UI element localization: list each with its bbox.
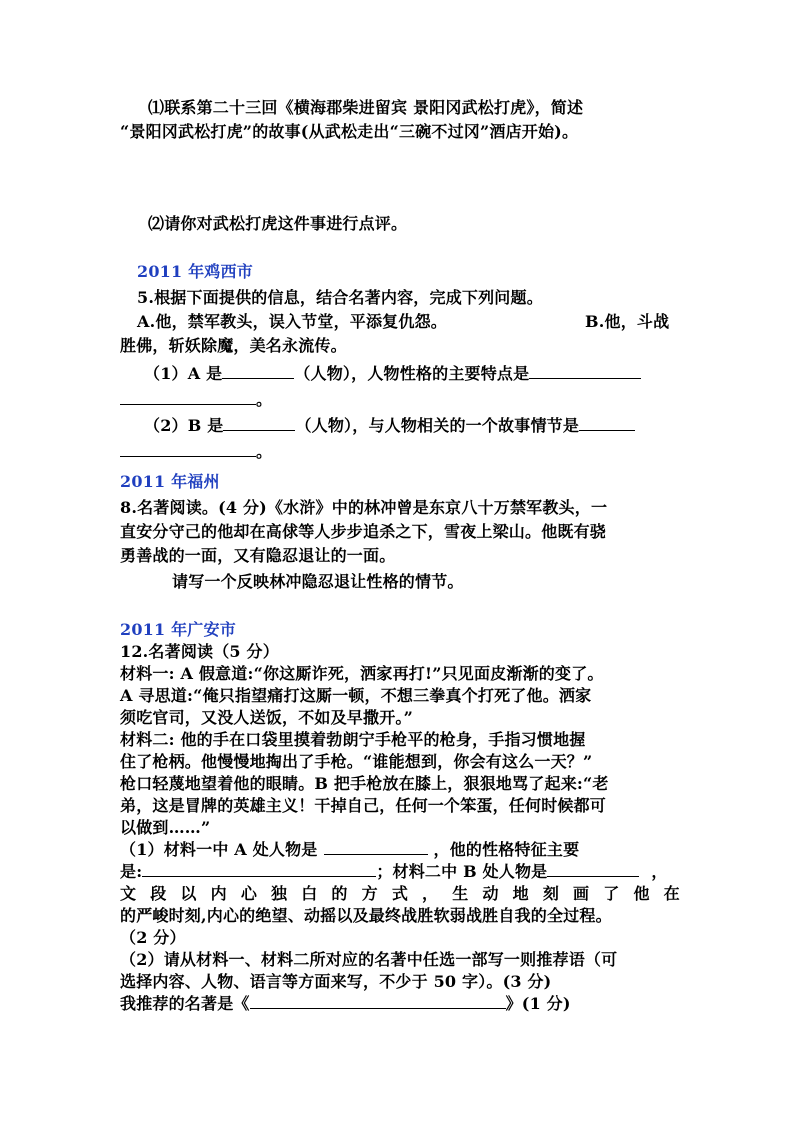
- material-1-line-1: 材料一: A 假意道:“你这厮诈死，洒家再打!”只见面皮渐渐的变了。: [120, 664, 604, 683]
- question-5-option-b-cont: 胜佛，斩妖除魔，美名永流传。: [120, 336, 347, 355]
- section-heading-jixi: 2011 年鸡西市: [137, 262, 253, 281]
- sub-1-b-text: ，他的性格特征主要: [433, 840, 580, 859]
- char: 动: [482, 884, 499, 903]
- question-8-line-4: 请写一个反映林冲隐忍退让性格的情节。: [172, 572, 464, 591]
- char: ，: [422, 884, 439, 903]
- question-5-sub-1: [144, 362, 704, 386]
- char: 心: [240, 884, 258, 903]
- blank-a-traits[interactable]: [529, 362, 641, 379]
- material-1-line-2: A 寻思道:“俺只指望痛打这厮一顿，不想三拳真个打死了他。洒家: [120, 686, 592, 705]
- question-5-sub-2: [144, 414, 704, 438]
- blank-a-traits[interactable]: [142, 860, 376, 877]
- char: 独: [271, 884, 288, 903]
- char: 段: [150, 884, 167, 903]
- char: 白: [301, 884, 318, 903]
- question-1-line-1: ⑴联系第二十三回《横海郡柴进留宾 景阳冈武松打虎》，简述: [148, 98, 584, 117]
- sub-2-mid: （人物），与人物相关的一个故事情节是: [295, 416, 580, 435]
- char: 地: [512, 884, 529, 903]
- option-a-text: A.他，禁军教头，误入节堂，平添复仇怨。: [137, 312, 447, 331]
- question-8-line-1: 8.名著阅读。(4 分)《水浒》中的林冲曾是东京八十万禁军教头，一: [120, 498, 608, 517]
- sub-1-c-text: 是:: [120, 862, 143, 881]
- question-12-sub-1-line-4: 的严峻时刻,内心的绝望、动摇以及最终战胜软弱战胜自我的全过程。: [120, 906, 612, 925]
- question-5-sub-2-cont: [120, 440, 680, 464]
- question-12-sub-2-line-2: 选择内容、人物、语言等方面来写，不少于 50 字）。(3 分): [120, 972, 552, 991]
- char: 生: [452, 884, 469, 903]
- material-2-line-3: 枪口轻蔑地望着他的眼睛。B 把手枪放在膝上，狠狠地骂了起来:“老: [120, 774, 609, 793]
- sub-2-prefix: （2）B 是: [144, 416, 224, 435]
- question-12-sub-1-line-2: [120, 860, 680, 884]
- question-8-line-3: 勇善战的一面，又有隐忍退让的一面。: [120, 546, 396, 565]
- question-12-sub-2-line-1: （2）请从材料一、材料二所对应的名著中任选一部写一则推荐语（可: [120, 950, 618, 969]
- question-1-line-2: “景阳冈武松打虎”的故事(从武松走出“三碗不过冈”酒店开始)。: [120, 122, 579, 141]
- question-5-option-a: [137, 310, 697, 334]
- material-2-line-1: 材料二: 他的手在口袋里摸着勃朗宁手枪平的枪身，手指习惯地握: [120, 730, 586, 749]
- question-5-intro: 5.根据下面提供的信息，结合名著内容，完成下列问题。: [137, 288, 543, 307]
- sub-1-mid: （人物），人物性格的主要特点是: [294, 364, 530, 383]
- rec-prefix: 我推荐的名著是《: [120, 994, 250, 1013]
- material-2-line-5: 以做到……”: [120, 818, 211, 837]
- question-12-sub-1-score: （2 分）: [120, 928, 186, 947]
- char: 式: [391, 884, 409, 903]
- material-2-line-2: 住了枪柄。他慢慢地掏出了手枪。“谁能想到，你会有这么一天？”: [120, 752, 593, 771]
- char: 他: [633, 884, 650, 903]
- blank-a-person[interactable]: [324, 838, 428, 855]
- question-12-sub-1-line-1: [120, 838, 680, 862]
- char: 以: [180, 884, 197, 903]
- blank-a-traits-cont[interactable]: [120, 388, 256, 405]
- char: 方: [361, 884, 378, 903]
- sub-1-e-text: ，: [651, 862, 668, 881]
- recommendation-line: [120, 992, 680, 1016]
- sub-1-prefix: （1）A 是: [144, 364, 223, 383]
- char: 的: [331, 884, 348, 903]
- char: 内: [210, 884, 227, 903]
- char: 刻: [542, 884, 560, 903]
- sub-1-d-text: ；材料二中 B 处人物是: [376, 862, 548, 881]
- question-12-sub-1-line-3: [120, 882, 680, 906]
- question-12-title: 12.名著阅读（5 分）: [120, 642, 279, 661]
- blank-a-character[interactable]: [222, 362, 294, 379]
- sub-1-a-text: （1）材料一中 A 处人物是: [120, 840, 318, 859]
- question-2-line: ⑵请你对武松打虎这件事进行点评。: [148, 214, 408, 233]
- section-heading-guangan: 2011 年广安市: [120, 620, 236, 639]
- blank-b-plot[interactable]: [579, 414, 635, 431]
- section-heading-fuzhou: 2011 年福州: [120, 472, 220, 491]
- blank-book-title[interactable]: [250, 992, 506, 1009]
- material-1-line-3: 须吃官司，又没人送饭，不如及早撒开。”: [120, 708, 414, 727]
- char: 了: [603, 884, 620, 903]
- char: 在: [663, 884, 680, 903]
- question-8-line-2: 直安分守己的他却在高俅等人步步追杀之下，雪夜上梁山。他既有骁: [120, 522, 607, 541]
- period: 。: [256, 442, 273, 461]
- blank-b-plot-cont[interactable]: [120, 440, 256, 457]
- char: 文: [120, 884, 137, 903]
- material-2-line-4: 弟，这是冒牌的英雄主义！干掉自己，任何一个笨蛋，任何时候都可: [120, 796, 607, 815]
- blank-b-person[interactable]: [547, 860, 639, 877]
- period: 。: [256, 390, 273, 409]
- question-5-sub-1-cont: [120, 388, 680, 412]
- char: 画: [573, 884, 590, 903]
- option-b-text: B.他，斗战: [585, 312, 670, 331]
- blank-b-character[interactable]: [223, 414, 295, 431]
- rec-suffix: 》(1 分): [505, 994, 571, 1013]
